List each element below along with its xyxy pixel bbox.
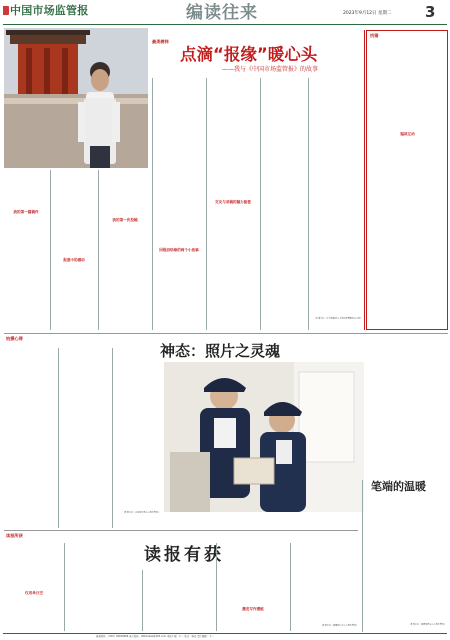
officers-photo-art <box>164 362 364 512</box>
masthead-rule <box>3 24 447 25</box>
main-subhead-2: 报道中的感动 <box>63 258 85 262</box>
paper-name: 中国市场监管报 <box>10 4 89 17</box>
reading-col-1 <box>6 543 62 631</box>
main-subheadline: ——我与《中国市场监管报》的故事 <box>222 66 319 73</box>
date-line: 2023年9月12日 星期二 <box>343 11 392 16</box>
main-col-7 <box>310 78 362 330</box>
main-subhead-3: 我的第一次投稿 <box>112 218 138 222</box>
reading-col-2 <box>66 543 140 631</box>
reading-subhead-1: 仅用单日空 <box>25 591 43 595</box>
reading-subhead-2: 激发写作潜能 <box>242 607 264 611</box>
main-col-4 <box>154 78 204 330</box>
reading-col-3 <box>144 570 214 631</box>
photo-feature-title: 神态：照片之灵魂 <box>160 342 281 360</box>
sidebar-tag: 找错 <box>370 33 379 38</box>
main-col-6 <box>262 78 306 330</box>
sidebar-body-list <box>369 140 446 326</box>
photo-feature-tag: 拍摄心得 <box>6 336 23 341</box>
reading-title: 读报有获 <box>144 545 224 565</box>
main-col-3 <box>100 78 150 330</box>
photo-feature-caption: （作者单位：山东省日照市市场监管局） <box>122 512 160 514</box>
masthead-logo-flag <box>3 6 9 15</box>
right-column-title: 笔端的温暖 <box>371 480 426 493</box>
main-subhead-4: 因报而结缘的两个小故事 <box>159 248 199 252</box>
right-column-caption: （作者单位：陕西省西安市市场监管局） <box>408 624 446 626</box>
photo-text-2 <box>60 348 110 528</box>
footer-text: 新闻热线：（010）82639686 电子信箱：2016news@163.com 本版主编：王一 版式：杨光 责任编辑：王一 <box>96 635 214 638</box>
main-col-1 <box>4 170 48 330</box>
photo-text-3 <box>114 362 162 528</box>
photo-text-1 <box>6 348 56 528</box>
main-story-tag: 最美榜样 <box>152 39 169 44</box>
reading-caption: （作者单位：湖南省长沙市市场监管局） <box>320 625 358 627</box>
reading-col-4 <box>218 543 288 631</box>
sidebar-body-top <box>369 41 446 131</box>
photo-text-4 <box>366 362 446 482</box>
right-column-body <box>366 500 446 624</box>
main-headline: 点滴“报缘”暖心头 <box>180 45 318 64</box>
main-author-note: （作者单位：江苏省宿迁市市场监督管理局办公室） <box>314 318 362 320</box>
section-title: 编读往来 <box>186 3 258 23</box>
main-subhead-1: 我的第一篇稿件 <box>13 210 39 214</box>
officers-photo <box>164 362 364 512</box>
page-number: 3 <box>425 3 436 21</box>
reading-tag: 读报所获 <box>6 533 23 538</box>
main-col-5 <box>208 78 258 330</box>
main-subhead-5: 交友与采稿的魅力驱使 <box>215 200 251 204</box>
main-col-2 <box>52 170 96 330</box>
sidebar-items-title: 编读互动 <box>400 132 415 136</box>
reading-col-5 <box>292 543 356 625</box>
